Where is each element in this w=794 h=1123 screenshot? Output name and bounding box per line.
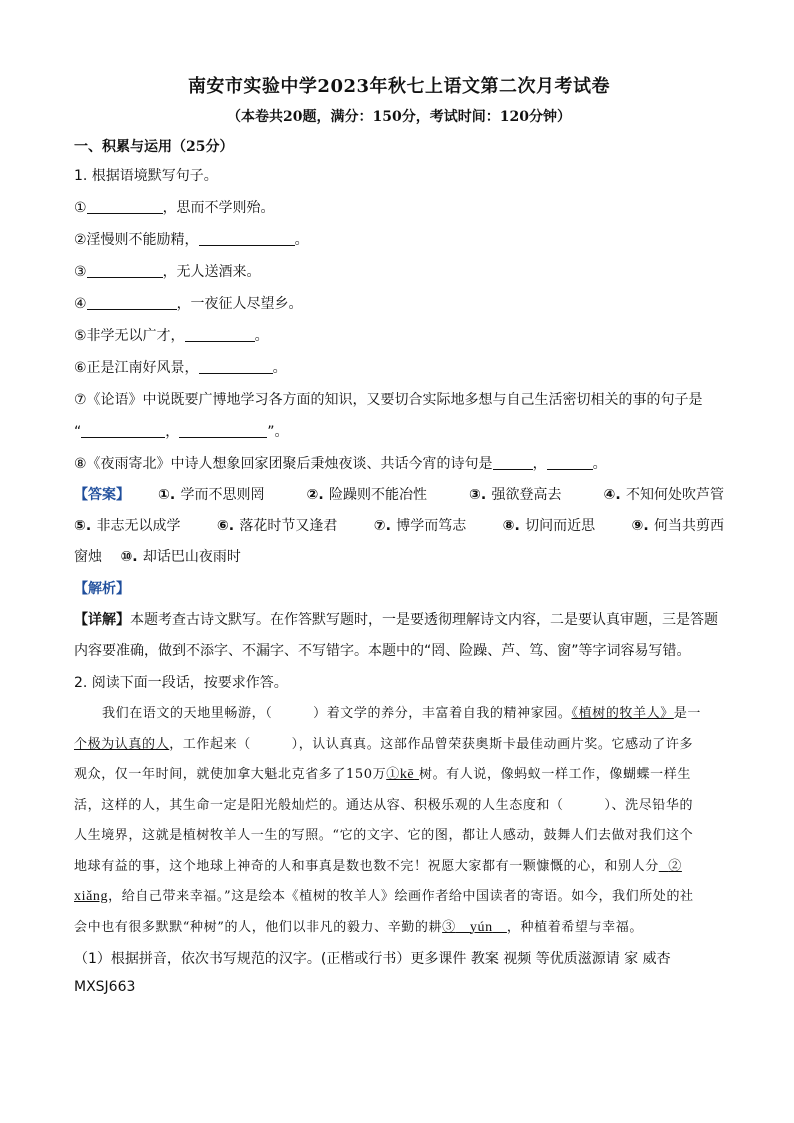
passage-text: 是一 bbox=[673, 706, 702, 721]
q1-item-3 bbox=[74, 256, 724, 288]
item-text: 。 bbox=[592, 456, 607, 472]
item-text: ⑧《夜雨寄北》中诗人想象回家团聚后秉烛夜谈、共话今宵的诗句是 bbox=[74, 456, 493, 472]
question-2-stem: 2. 阅读下面一段话，按要求作答。 bbox=[74, 675, 288, 691]
analysis-tag: 【解析】 bbox=[74, 581, 130, 597]
item-text: 。 bbox=[254, 328, 269, 344]
section-heading: 一、积累与运用（25分） bbox=[74, 139, 234, 155]
question-1-stem: 1. 根据语境默写句子。 bbox=[74, 168, 218, 184]
answer-item bbox=[158, 480, 264, 511]
item-text: 。 bbox=[272, 360, 287, 376]
exam-title: 南安市实验中学2023年秋七上语文第二次月考试卷 bbox=[187, 76, 611, 97]
passage-text: 树。有人说，像蚂蚁一样工作，像蝴蝶一样生 bbox=[418, 767, 691, 782]
underlined-phrase: 个极为认真的人 bbox=[74, 736, 170, 752]
answer-blank[interactable] bbox=[179, 422, 267, 438]
separator: ， bbox=[532, 456, 547, 472]
item-prefix: ① bbox=[74, 200, 87, 216]
blank-marker: ① bbox=[386, 767, 400, 782]
passage-text: 观众，仅一年时间，就使加拿大魁北克省多了150万 bbox=[74, 767, 387, 782]
blank-marker: ② bbox=[668, 858, 682, 874]
answer-item bbox=[503, 511, 595, 542]
answer-tag: 【答案】 bbox=[74, 487, 130, 503]
answer-item bbox=[307, 480, 427, 511]
pinyin-blank[interactable] bbox=[442, 920, 507, 935]
item-text: ⑤非学无以广才， bbox=[74, 328, 185, 344]
answer-number: ⑩. bbox=[120, 549, 138, 565]
answer-text: 强欲登高去 bbox=[491, 487, 562, 503]
answer-item bbox=[120, 549, 240, 565]
blank-marker: ③ bbox=[442, 919, 456, 935]
answer-number: ⑨. bbox=[631, 518, 649, 534]
answer-blank[interactable] bbox=[87, 294, 177, 310]
detail-paragraph bbox=[74, 605, 724, 667]
sub-question-1: （1）根据拼音，依次书写规范的汉字。(正楷或行书）更多课件 教案 视频 等优质滋源请 家 威杏 bbox=[74, 951, 671, 967]
answer-text: 落花时节又逢君 bbox=[239, 518, 338, 534]
answer-blank[interactable] bbox=[199, 358, 273, 374]
q1-item-8 bbox=[74, 448, 724, 480]
passage-line-8 bbox=[74, 913, 724, 944]
pinyin-hint: kē bbox=[399, 767, 415, 782]
underlined-title: 《植树的牧羊人》 bbox=[571, 706, 674, 721]
answer-item bbox=[604, 480, 724, 511]
answer-number: ⑥. bbox=[216, 518, 235, 534]
answer-blank[interactable] bbox=[199, 230, 295, 246]
answer-text: 学而不思则罔 bbox=[180, 487, 265, 503]
q1-item-5 bbox=[74, 320, 724, 352]
passage-text: 我们在语文的天地里畅游，（ ）着文学的养分，丰富着自我的精神家园。 bbox=[102, 706, 572, 721]
answer-blank[interactable] bbox=[547, 454, 593, 470]
sub-question-1-tail: MXSJ663 bbox=[74, 979, 136, 995]
answer-text: 博学而笃志 bbox=[396, 518, 467, 534]
pinyin-hint: yún bbox=[469, 919, 493, 935]
answer-blank[interactable] bbox=[493, 454, 533, 470]
passage-line-1 bbox=[74, 699, 724, 730]
q1-item-7 bbox=[74, 384, 724, 416]
answer-blank[interactable] bbox=[81, 422, 165, 438]
item-text: ②淫慢则不能励精， bbox=[74, 232, 199, 248]
passage-line-7 bbox=[74, 882, 724, 913]
item-prefix: ④ bbox=[74, 296, 87, 312]
separator: ， bbox=[165, 424, 180, 440]
pinyin-blank-start[interactable] bbox=[659, 859, 682, 874]
item-text: ，一夜征人尽望乡。 bbox=[176, 296, 303, 312]
pinyin-blank[interactable] bbox=[386, 767, 419, 782]
q1-item-6 bbox=[74, 352, 724, 384]
answer-row-3 bbox=[74, 542, 724, 573]
detail-text: 本题考查古诗文默写。在作答默写题时，一是要透彻理解诗文内容，二是要认真审题，三是答题内容要准确，做到不添字、不漏字、不写错字。本题中的“罔、险躁、芦、笃、窗”等字词容易写错。 bbox=[74, 612, 718, 659]
answer-row-2 bbox=[74, 511, 724, 542]
answer-row-1 bbox=[74, 480, 724, 511]
answer-number: ⑧. bbox=[502, 518, 520, 534]
q1-item-1 bbox=[74, 192, 724, 224]
exam-subtitle: （本卷共20题，满分：150分，考试时间：120分钟） bbox=[227, 109, 571, 125]
answer-text: 窗烛 bbox=[74, 549, 102, 565]
answer-number: ③. bbox=[469, 487, 487, 503]
passage-line-2 bbox=[74, 730, 724, 761]
q1-item-2 bbox=[74, 224, 724, 256]
passage-text: 地球有益的事，这个地球上神奇的人和事真是数也数不完！祝愿大家都有一颗慷慨的心，和别人分 bbox=[74, 858, 659, 874]
quote-open: “ bbox=[74, 424, 82, 440]
answer-item bbox=[374, 511, 466, 542]
answer-text: 不知何处吹芦管 bbox=[626, 487, 724, 503]
item-text: ⑥正是江南好风景， bbox=[74, 360, 199, 376]
answer-number: ①. bbox=[158, 487, 176, 503]
q1-item-7-blanks bbox=[74, 416, 724, 448]
item-text: ，无人送酒来。 bbox=[162, 264, 261, 280]
answer-blank[interactable] bbox=[185, 326, 255, 342]
answer-text: 非志无以成学 bbox=[96, 518, 181, 534]
answer-item bbox=[469, 480, 561, 511]
answer-item bbox=[74, 511, 180, 542]
pinyin-hint[interactable]: xiǎng bbox=[74, 889, 109, 904]
answer-item bbox=[217, 511, 337, 542]
detail-tag: 【详解】 bbox=[74, 612, 130, 628]
answer-text: 险躁则不能冶性 bbox=[329, 487, 427, 503]
passage-text: 会中也有很多默默“种树”的人，他们以非凡的毅力、辛勤的耕 bbox=[74, 919, 443, 935]
answer-text: 何当共剪西 bbox=[653, 518, 724, 534]
answer-text: 切问而近思 bbox=[525, 518, 596, 534]
item-text: ，思而不学则殆。 bbox=[162, 200, 275, 216]
answer-number: ⑤. bbox=[74, 518, 92, 534]
answer-blank[interactable] bbox=[87, 262, 163, 278]
passage-text: ，给自己带来幸福。”这是绘本《植树的牧羊人》绘画作者给中国读者的寄语。如今，我们所处的社 bbox=[108, 889, 694, 904]
passage-text: ，工作起来（ ），认认真真。这部作品曾荣获奥斯卡最佳动画片奖。它感动了许多 bbox=[169, 736, 694, 752]
answer-number: ②. bbox=[306, 487, 324, 503]
analysis-row bbox=[74, 573, 724, 605]
q1-item-4 bbox=[74, 288, 724, 320]
passage-text: ，种植着希望与幸福。 bbox=[506, 919, 643, 935]
passage-line-6 bbox=[74, 852, 724, 883]
passage-line-4: 活，这样的人，其生命一定是阳光般灿烂的。通达从容、积极乐观的人生态度和（ ）、洗尽铅华的 bbox=[74, 797, 694, 813]
item-text: 。 bbox=[294, 232, 309, 248]
answer-text: 却话巴山夜雨时 bbox=[142, 549, 241, 565]
answer-blank[interactable] bbox=[87, 198, 163, 214]
answer-number: ⑦. bbox=[373, 518, 391, 534]
item-prefix: ③ bbox=[74, 264, 87, 280]
item-text: ⑦《论语》中说既要广博地学习各方面的知识，又要切合实际地多想与自己生活密切相关的事的句子是 bbox=[74, 392, 703, 408]
quote-close: ”。 bbox=[267, 424, 289, 440]
passage-line-5: 人生境界，这就是植树牧羊人一生的写照。“它的文字、它的图，都让人感动，鼓舞人们去做对我们这个 bbox=[74, 828, 694, 843]
answer-number: ④. bbox=[603, 487, 621, 503]
answer-item bbox=[632, 511, 724, 542]
passage-line-3 bbox=[74, 760, 724, 791]
